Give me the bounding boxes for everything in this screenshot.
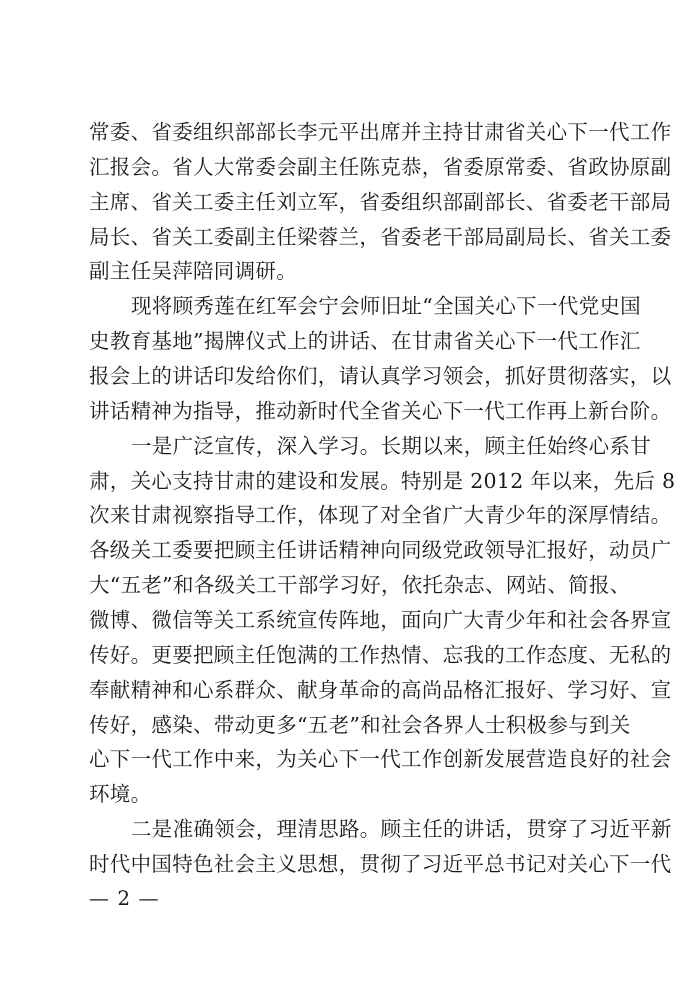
body-text-line: 传好，感染、带动更多“五老”和社会各界人士积极参与到关 (89, 712, 631, 737)
body-text-line: 大“五老”和各级关工干部学习好，依托杂志、网站、简报、 (89, 573, 631, 597)
body-text-line: 各级关工委要把顾主任讲话精神向同级党政领导汇报好，动员广 (89, 538, 672, 563)
paragraph-first-line: 二是准确领会，理清思路。顾主任的讲话，贯穿了习近平新 (131, 817, 672, 841)
body-text-line: 常委、省委组织部部长李元平出席并主持甘肃省关心下一代工作 (89, 120, 672, 144)
body-text-line: 讲话精神为指导，推动新时代全省关心下一代工作再上新台阶。 (89, 398, 672, 423)
body-text-line: 报会上的讲话印发给你们，请认真学习领会，抓好贯彻落实，以 (89, 364, 672, 388)
body-text-line: 时代中国特色社会主义思想，贯彻了习近平总书记对关心下一代 (89, 851, 672, 876)
body-text-line: 汇报会。省人大常委会副主任陈克恭，省委原常委、省政协原副 (89, 154, 672, 179)
paragraph-first-line: 一是广泛宣传，深入学习。长期以来，顾主任始终心系甘 (131, 433, 651, 458)
body-text-line: 心下一代工作中来，为关心下一代工作创新发展营造良好的社会 (89, 747, 672, 772)
body-text-line: 主席、省关工委主任刘立军，省委组织部副部长、省委老干部局 (89, 189, 672, 214)
body-text-line: 副主任吴萍陪同调研。 (89, 259, 297, 284)
body-text-line: 史教育基地”揭牌仪式上的讲话、在甘肃省关心下一代工作汇 (89, 329, 641, 354)
body-text-line: 环境。 (89, 782, 152, 807)
page-number: — 2 — (89, 886, 160, 910)
body-text-line: 次来甘肃视察指导工作，体现了对全省广大青少年的深厚情结。 (89, 503, 672, 528)
body-text-line: 微博、微信等关工系统宣传阵地，面向广大青少年和社会各界宣 (89, 607, 672, 632)
body-text-line: 局长、省关工委副主任梁蓉兰，省委老干部局副局长、省关工委 (89, 224, 672, 249)
paragraph-first-line: 现将顾秀莲在红军会宁会师旧址“全国关心下一代党史国 (131, 294, 641, 319)
body-text-line: 传好。更要把顾主任饱满的工作热情、忘我的工作态度、无私的 (89, 642, 672, 667)
body-text-line: 奉献精神和心系群众、献身革命的高尚品格汇报好、学习好、宣 (89, 677, 672, 702)
body-text-line: 肃，关心支持甘肃的建设和发展。特别是 2012 年以来，先后 8 (89, 468, 676, 493)
